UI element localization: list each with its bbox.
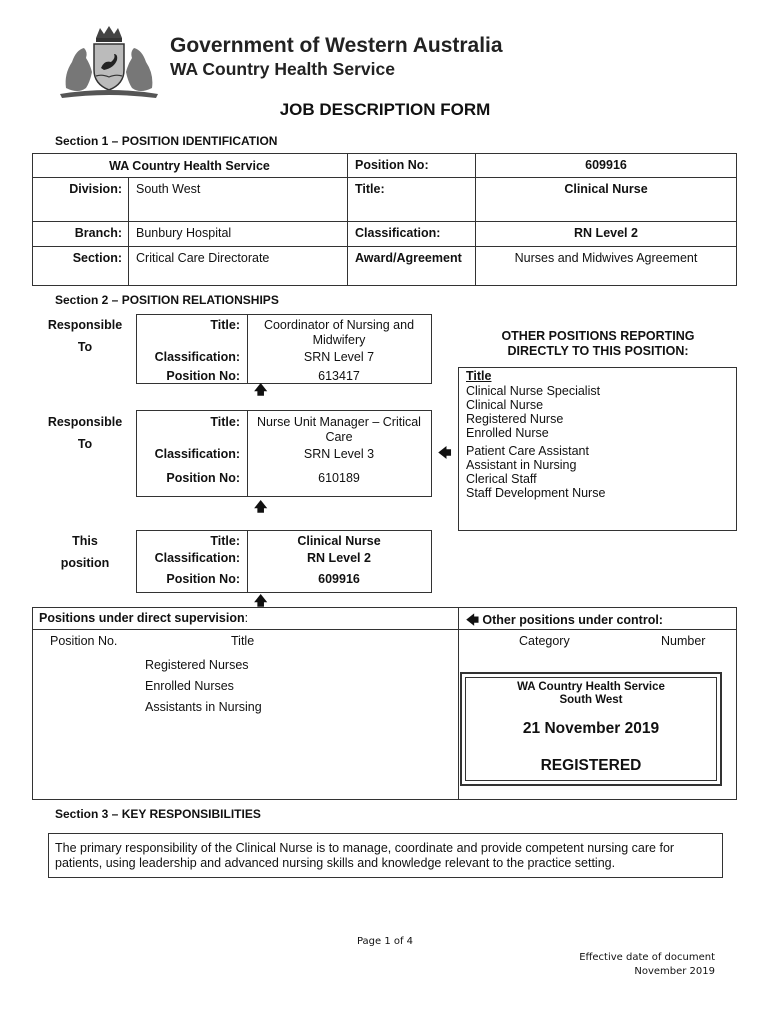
- section3-heading: Section 3 – KEY RESPONSIBILITIES: [55, 807, 261, 821]
- col-number: Number: [661, 634, 706, 648]
- resp2-title-label: Title:: [210, 415, 240, 429]
- division-label: Division:: [69, 182, 122, 196]
- section1-heading: Section 1 – POSITION IDENTIFICATION: [55, 134, 278, 148]
- stamp-org: WA Country Health Service: [517, 681, 665, 693]
- key-responsibilities-text: The primary responsibility of the Clinical Nurse is to manage, coordinate and provide competent nursing care for patients, using leadership and advanced nursing skills and knowledge relevant to the practice setting.: [55, 841, 675, 870]
- resp2-class-label: Classification:: [154, 447, 240, 461]
- service-heading: WA Country Health Service: [170, 59, 395, 79]
- col-title: Title: [231, 634, 255, 648]
- stamp-region: South West: [559, 694, 623, 706]
- other-positions-heading: [460, 329, 736, 358]
- classification-label: Classification:: [355, 226, 441, 240]
- col-category: Category: [519, 634, 570, 648]
- list-item: Registered Nurse: [466, 412, 564, 426]
- list-item: Clinical Nurse Specialist: [466, 384, 601, 398]
- to-label: To: [77, 437, 93, 451]
- arrow-left-icon: 🡄: [438, 445, 452, 460]
- resp1-posno-label: Position No:: [166, 369, 240, 383]
- this-title-label: Title:: [210, 534, 240, 548]
- this-class-value: RN Level 2: [307, 551, 371, 565]
- list-item: Assistants in Nursing: [145, 700, 262, 714]
- responsible-label: Responsible: [47, 415, 123, 429]
- under-supervision-label: Positions under direct supervision: [39, 611, 245, 625]
- list-item: Enrolled Nurses: [145, 679, 234, 693]
- responsible-label: Responsible: [47, 318, 123, 332]
- section-value: Critical Care Directorate: [136, 251, 270, 265]
- stamp-date: 21 November 2019: [522, 720, 660, 737]
- title-label: Title:: [355, 182, 385, 196]
- arrow-left-icon: 🡄: [466, 613, 479, 627]
- this-posno-value: 609916: [318, 572, 360, 586]
- position-label: position: [60, 556, 110, 570]
- other-control-label: Other positions under control:: [482, 613, 663, 627]
- arrow-up-icon: 🡅: [254, 382, 268, 397]
- effective-date-label: Effective date of document: [579, 952, 715, 963]
- other-control-heading: [466, 611, 663, 632]
- this-title-value: Clinical Nurse: [297, 534, 381, 548]
- other-positions-list: [466, 384, 605, 500]
- this-class-label: Classification:: [154, 551, 240, 565]
- colon: :: [244, 611, 249, 625]
- to-label: To: [77, 340, 93, 354]
- responsible-to-2-label: [40, 415, 130, 451]
- position-no-value: 609916: [585, 158, 627, 172]
- award-label: Award/Agreement: [355, 251, 462, 265]
- resp1-posno-value: 613417: [318, 369, 360, 383]
- resp2-posno-value: 610189: [318, 471, 360, 485]
- branch-value: Bunbury Hospital: [136, 226, 232, 240]
- col-position-no: Position No.: [50, 634, 118, 648]
- branch-label: Branch:: [74, 226, 122, 240]
- supervised-list: [145, 655, 262, 718]
- stamp-status: REGISTERED: [540, 757, 642, 774]
- government-heading: Government of Western Australia: [170, 34, 503, 57]
- list-item: Assistant in Nursing: [466, 458, 577, 472]
- this-posno-label: Position No:: [166, 572, 240, 586]
- under-supervision-heading: [39, 611, 248, 625]
- resp1-class-label: Classification:: [154, 350, 240, 364]
- resp2-class-value: SRN Level 3: [303, 447, 375, 461]
- list-item: Staff Development Nurse: [466, 486, 606, 500]
- list-item: Patient Care Assistant: [466, 444, 589, 458]
- responsible-to-1-label: [40, 318, 130, 354]
- position-no-label: Position No:: [355, 158, 429, 172]
- list-item: Registered Nurses: [145, 658, 249, 672]
- award-value: Nurses and Midwives Agreement: [514, 251, 698, 265]
- this-position-label: [40, 534, 130, 570]
- resp1-title-label: Title:: [210, 318, 240, 332]
- section-label: Section:: [72, 251, 122, 265]
- list-item: Clerical Staff: [466, 472, 537, 486]
- this-label: This: [72, 534, 98, 548]
- form-title: JOB DESCRIPTION FORM: [279, 100, 491, 119]
- section2-heading: Section 2 – POSITION RELATIONSHIPS: [55, 293, 279, 307]
- title-value: Clinical Nurse: [564, 182, 648, 196]
- arrow-up-icon: 🡅: [254, 593, 268, 608]
- resp1-class-value: SRN Level 7: [303, 350, 375, 364]
- effective-date-value: November 2019: [634, 966, 715, 977]
- classification-value: RN Level 2: [574, 226, 638, 240]
- org-name: WA Country Health Service: [109, 159, 270, 173]
- division-value: South West: [136, 182, 201, 196]
- wa-coat-of-arms-logo: [56, 24, 162, 100]
- other-heading-line-1: OTHER POSITIONS REPORTING: [501, 329, 695, 343]
- list-item: Clinical Nurse: [466, 398, 544, 412]
- list-item: Enrolled Nurse: [466, 426, 549, 440]
- resp1-title-value: Coordinator of Nursing and Midwifery: [263, 318, 415, 347]
- page-number: Page 1 of 4: [356, 936, 414, 947]
- other-heading-line-2: DIRECTLY TO THIS POSITION:: [507, 344, 689, 358]
- resp2-posno-label: Position No:: [166, 471, 240, 485]
- resp2-title-value: Nurse Unit Manager – Critical Care: [257, 415, 421, 444]
- arrow-up-icon: 🡅: [254, 499, 268, 514]
- other-positions-title-label: Title: [466, 369, 492, 383]
